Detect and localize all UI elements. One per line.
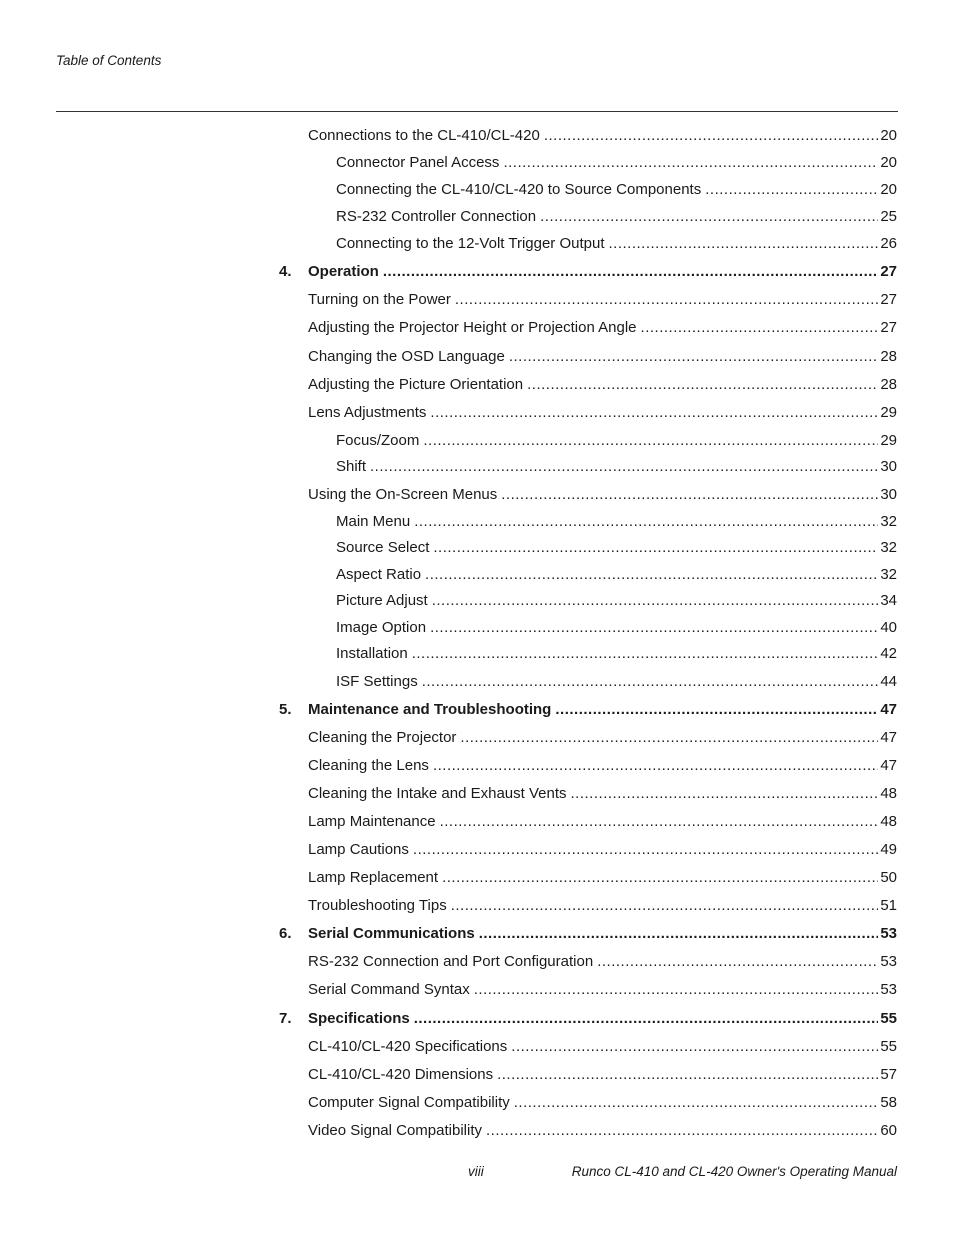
toc-entry-title: Computer Signal Compatibility <box>308 1093 510 1111</box>
toc-chapter-entry[interactable] <box>279 700 897 720</box>
toc-page-number: 58 <box>880 1093 897 1111</box>
toc-dot-leader <box>503 153 878 173</box>
toc-entry-title: Adjusting the Picture Orientation <box>308 376 524 393</box>
toc-dot-leader <box>370 457 878 477</box>
toc-page-number: 28 <box>880 347 897 365</box>
toc-entry-title: Aspect Ratio <box>336 565 422 583</box>
toc-page-number: 30 <box>880 486 897 503</box>
toc-page-number: 60 <box>880 1121 897 1139</box>
toc-chapter-entry[interactable] <box>279 262 897 282</box>
toc-entry-title: Operation <box>308 262 379 280</box>
toc-dot-leader <box>433 538 878 558</box>
toc-page-number: 40 <box>880 618 897 636</box>
toc-page-number: 29 <box>880 431 897 449</box>
toc-entry-title: Adjusting the Projector Height or Projection Angle <box>308 319 637 336</box>
toc-page-number: 57 <box>880 1065 897 1083</box>
toc-entry-title: Main Menu <box>336 512 411 530</box>
toc-entry-title: Image Option <box>336 618 427 636</box>
toc-page-number: 44 <box>880 672 897 690</box>
toc-entry-title: Connector Panel Access <box>336 153 500 171</box>
toc-page-number: 20 <box>880 180 897 198</box>
toc-entry-title: Focus/Zoom <box>336 431 420 449</box>
toc-dot-leader <box>432 591 879 611</box>
toc-section-entry[interactable] <box>308 952 897 972</box>
toc-dot-leader <box>705 180 878 200</box>
toc-entry-title: Lens Adjustments <box>308 403 427 421</box>
toc-page-number: 48 <box>880 784 897 802</box>
toc-dot-leader <box>425 565 878 585</box>
toc-page-number: 53 <box>880 924 897 942</box>
toc-entry-title: CL-410/CL-420 Dimensions <box>308 1065 494 1083</box>
toc-chapter-number: 6. <box>279 924 292 942</box>
toc-section-entry[interactable] <box>308 1093 897 1113</box>
toc-page-number: 28 <box>880 376 897 393</box>
toc-entry-title: Serial Command Syntax <box>308 981 470 998</box>
toc-section-entry[interactable] <box>308 980 897 1000</box>
toc-page-number: 29 <box>880 403 897 421</box>
toc-page-number: 55 <box>880 1037 897 1055</box>
toc-dot-leader <box>455 290 878 310</box>
toc-entry-title: Specifications <box>308 1009 410 1027</box>
toc-dot-leader <box>509 347 878 367</box>
toc-chapter-number: 5. <box>279 700 292 718</box>
toc-dot-leader <box>527 375 878 395</box>
toc-dot-leader <box>412 644 879 664</box>
toc-section-entry[interactable] <box>308 485 897 505</box>
toc-subsection-entry[interactable] <box>336 591 897 611</box>
toc-chapter-entry[interactable] <box>279 924 897 944</box>
toc-entry-title: Installation <box>336 645 408 662</box>
toc-page-number: 49 <box>880 840 897 858</box>
toc-dot-leader <box>460 728 878 748</box>
toc-section-entry[interactable] <box>308 1121 897 1141</box>
toc-dot-leader <box>641 318 879 338</box>
toc-dot-leader <box>571 784 879 804</box>
toc-dot-leader <box>511 1037 878 1057</box>
toc-entry-title: ISF Settings <box>336 672 418 690</box>
toc-dot-leader <box>383 262 878 282</box>
toc-page-number: 47 <box>880 728 897 746</box>
toc-subsection-entry[interactable] <box>336 207 897 227</box>
toc-subsection-entry[interactable] <box>336 672 897 692</box>
toc-entry-title: RS-232 Controller Connection <box>336 208 537 225</box>
toc-page-number: 32 <box>880 539 897 556</box>
toc-dot-leader <box>479 924 879 944</box>
toc-page-number: 32 <box>880 565 897 583</box>
toc-dot-leader <box>486 1121 878 1141</box>
toc-entry-title: Turning on the Power <box>308 291 451 308</box>
toc-section-entry[interactable] <box>308 728 897 748</box>
toc-section-entry[interactable] <box>308 347 897 367</box>
toc-entry-title: Troubleshooting Tips <box>308 896 447 914</box>
toc-entry-title: Using the On-Screen Menus <box>308 486 498 503</box>
toc-dot-leader <box>555 700 878 720</box>
footer-page-number: viii <box>468 1164 484 1179</box>
toc-section-entry[interactable] <box>308 896 897 916</box>
toc-dot-leader <box>501 485 878 505</box>
toc-subsection-entry[interactable] <box>336 457 897 477</box>
toc-section-entry[interactable] <box>308 868 897 888</box>
running-header: Table of Contents <box>56 53 162 68</box>
toc-dot-leader <box>430 403 878 423</box>
toc-page-number: 53 <box>880 953 897 970</box>
toc-page-number: 20 <box>880 127 897 144</box>
toc-dot-leader <box>414 512 878 532</box>
toc-entry-title: Cleaning the Lens <box>308 756 429 774</box>
toc-page-number: 34 <box>880 592 897 609</box>
toc-dot-leader <box>433 756 878 776</box>
toc-dot-leader <box>423 431 878 451</box>
toc-dot-leader <box>430 618 878 638</box>
toc-page-number: 51 <box>880 896 897 914</box>
toc-dot-leader <box>609 234 879 254</box>
toc-dot-leader <box>597 952 878 972</box>
toc-subsection-entry[interactable] <box>336 618 897 638</box>
toc-chapter-entry[interactable] <box>279 1009 897 1029</box>
toc-page-number: 27 <box>880 262 897 280</box>
toc-section-entry[interactable] <box>308 784 897 804</box>
toc-page-number: 20 <box>880 153 897 171</box>
toc-page-number: 30 <box>880 457 897 475</box>
toc-entry-title: CL-410/CL-420 Specifications <box>308 1037 508 1055</box>
toc-dot-leader <box>422 672 879 692</box>
toc-dot-leader <box>497 1065 878 1085</box>
toc-subsection-entry[interactable] <box>336 644 897 664</box>
toc-dot-leader <box>442 868 878 888</box>
toc-page-number: 47 <box>880 756 897 774</box>
toc-dot-leader <box>514 1093 879 1113</box>
toc-entry-title: Cleaning the Projector <box>308 728 457 746</box>
toc-entry-title: Source Select <box>336 539 430 556</box>
toc-entry-title: Changing the OSD Language <box>308 347 505 365</box>
toc-entry-title: Picture Adjust <box>336 592 428 609</box>
toc-chapter-number: 4. <box>279 262 292 280</box>
toc-page-number: 48 <box>880 812 897 830</box>
toc-page-number: 27 <box>880 291 897 308</box>
toc-section-entry[interactable] <box>308 1037 897 1057</box>
toc-entry-title: Connections to the CL-410/CL-420 <box>308 127 540 144</box>
toc-dot-leader <box>440 812 879 832</box>
toc-entry-title: Lamp Replacement <box>308 868 439 886</box>
toc-entry-title: Connecting to the 12-Volt Trigger Output <box>336 234 605 252</box>
toc-dot-leader <box>544 126 879 146</box>
toc-entry-title: Lamp Cautions <box>308 840 409 858</box>
toc-entry-title: Serial Communications <box>308 924 475 942</box>
toc-subsection-entry[interactable] <box>336 512 897 532</box>
toc-dot-leader <box>413 840 878 860</box>
toc-entry-title: RS-232 Connection and Port Configuration <box>308 953 594 970</box>
toc-page-number: 50 <box>880 868 897 886</box>
toc-section-entry[interactable] <box>308 403 897 423</box>
toc-subsection-entry[interactable] <box>336 153 897 173</box>
toc-section-entry[interactable] <box>308 290 897 310</box>
toc-page-number: 55 <box>880 1009 897 1027</box>
toc-entry-title: Lamp Maintenance <box>308 812 436 830</box>
toc-section-entry[interactable] <box>308 126 897 146</box>
header-divider <box>56 111 898 112</box>
toc-page-number: 25 <box>880 208 897 225</box>
toc-subsection-entry[interactable] <box>336 538 897 558</box>
toc-entry-title: Maintenance and Troubleshooting <box>308 700 552 718</box>
toc-section-entry[interactable] <box>308 756 897 776</box>
toc-section-entry[interactable] <box>308 812 897 832</box>
toc-subsection-entry[interactable] <box>336 565 897 585</box>
toc-page-number: 47 <box>880 700 897 718</box>
toc-entry-title: Video Signal Compatibility <box>308 1121 482 1139</box>
toc-subsection-entry[interactable] <box>336 234 897 254</box>
toc-dot-leader <box>451 896 879 916</box>
toc-entry-title: Cleaning the Intake and Exhaust Vents <box>308 784 567 802</box>
toc-dot-leader <box>474 980 879 1000</box>
toc-dot-leader <box>414 1009 879 1029</box>
footer-manual-title: Runco CL-410 and CL-420 Owner's Operating Manual <box>571 1164 897 1179</box>
toc-page-number: 27 <box>880 319 897 336</box>
toc-page-number: 26 <box>880 234 897 252</box>
toc-page-number: 53 <box>880 981 897 998</box>
toc-subsection-entry[interactable] <box>336 431 897 451</box>
toc-subsection-entry[interactable] <box>336 180 897 200</box>
toc-chapter-number: 7. <box>279 1009 292 1027</box>
toc-section-entry[interactable] <box>308 318 897 338</box>
toc-page-number: 42 <box>880 645 897 662</box>
toc-section-entry[interactable] <box>308 840 897 860</box>
toc-entry-title: Shift <box>336 457 367 475</box>
toc-section-entry[interactable] <box>308 375 897 395</box>
toc-page-number: 32 <box>880 512 897 530</box>
toc-entry-title: Connecting the CL-410/CL-420 to Source Components <box>336 180 702 198</box>
toc-dot-leader <box>540 207 878 227</box>
toc-section-entry[interactable] <box>308 1065 897 1085</box>
